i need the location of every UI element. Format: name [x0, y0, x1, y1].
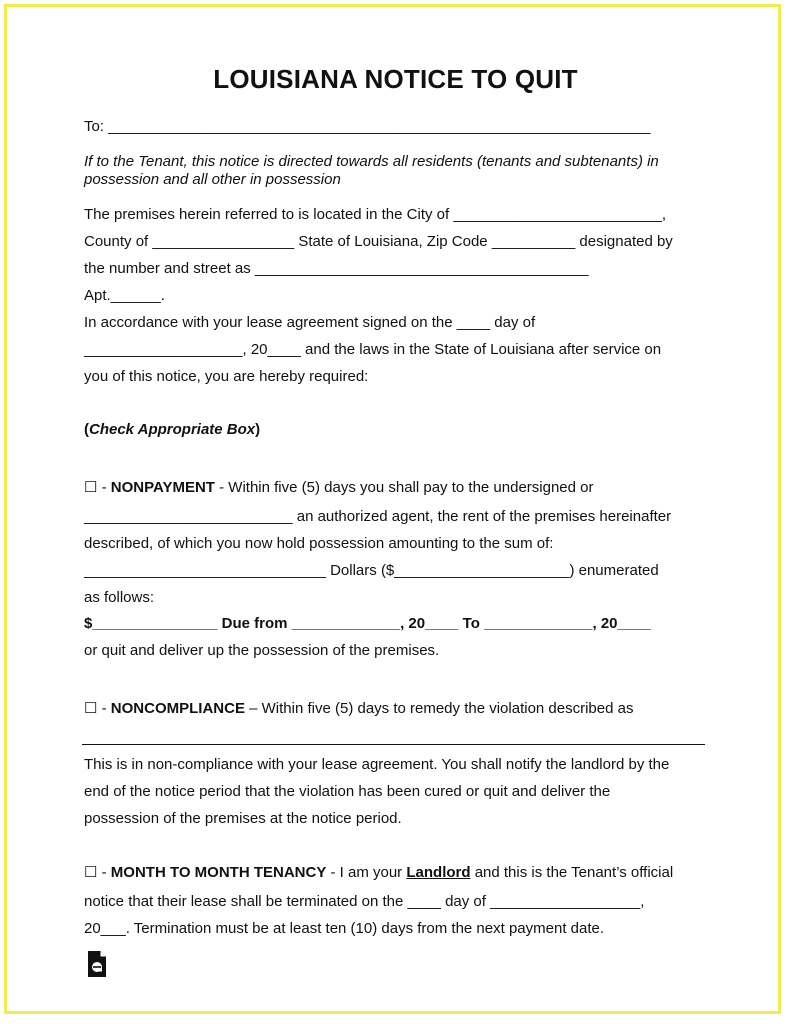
premises-line-2: County of _________________ State of Louisiana, Zip Code __________ designated by	[84, 233, 673, 250]
premises-line-4: Apt.______.	[84, 287, 165, 304]
premises-line-3: the number and street as ________________________________________	[84, 260, 589, 277]
nonpayment-line-3: described, of which you now hold possession amounting to the sum of:	[84, 535, 554, 552]
intro-line-1: If to the Tenant, this notice is directed towards all residents (tenants and subtenants) in	[84, 153, 659, 170]
month-to-month-line-2: notice that their lease shall be terminated on the ____ day of __________________,	[84, 893, 645, 910]
nonpayment-checkbox[interactable]: ☐ -	[84, 479, 111, 496]
violation-description-rule	[82, 744, 705, 745]
noncompliance-line-1: ☐ - NONCOMPLIANCE – Within five (5) days to remedy the violation described as	[84, 700, 634, 717]
lease-line-3: you of this notice, you are hereby required:	[84, 368, 369, 385]
intro-line-2: possession and all other in possession	[84, 171, 341, 188]
month-to-month-line-1: ☐ - MONTH TO MONTH TENANCY - I am your Landlord and this is the Tenant’s official	[84, 864, 674, 881]
month-to-month-heading: MONTH TO MONTH TENANCY	[110, 864, 327, 881]
noncompliance-line-3: end of the notice period that the violation has been cured or quit and deliver the	[84, 783, 611, 800]
month-to-month-line-3: 20___. Termination must be at least ten (10) days from the next payment date.	[84, 920, 605, 937]
nonpayment-line-6: $_______________ Due from _____________, 20____ To _____________, 20____	[84, 615, 651, 632]
premises-line-1: The premises herein referred to is located in the City of _________________________,	[84, 206, 667, 223]
lease-line-2: ___________________, 20____ and the laws in the State of Louisiana after service on	[84, 341, 662, 358]
check-appropriate-box-label: (Check Appropriate Box)	[84, 421, 261, 438]
nonpayment-line-1: ☐ - NONPAYMENT - Within five (5) days you shall pay to the undersigned or	[84, 479, 594, 496]
nonpayment-line-4: _____________________________ Dollars ($_____________________) enumerated	[84, 562, 659, 579]
noncompliance-heading: NONCOMPLIANCE	[110, 700, 245, 717]
nonpayment-line-7: or quit and deliver up the possession of the premises.	[84, 642, 440, 659]
nonpayment-heading: NONPAYMENT	[110, 479, 215, 496]
landlord-label: Landlord	[406, 864, 471, 881]
month-to-month-checkbox[interactable]: ☐ -	[84, 864, 111, 881]
noncompliance-checkbox[interactable]: ☐ -	[84, 700, 111, 717]
nonpayment-line-2: _________________________ an authorized agent, the rent of the premises hereinafter	[84, 508, 672, 525]
to-line: To: _________________________________________________________________	[84, 118, 651, 135]
document-title: LOUISIANA NOTICE TO QUIT	[213, 64, 578, 94]
noncompliance-line-4: possession of the premises at the notice period.	[84, 810, 402, 827]
lease-line-1: In accordance with your lease agreement signed on the ____ day of	[84, 314, 536, 331]
eforms-logo-icon	[86, 950, 108, 978]
nonpayment-line-5: as follows:	[84, 589, 155, 606]
noncompliance-line-2: This is in non-compliance with your lease agreement. You shall notify the landlord by the	[84, 756, 670, 773]
